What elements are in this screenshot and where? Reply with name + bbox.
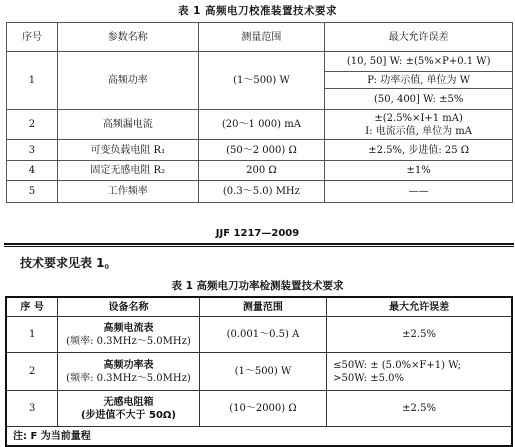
- measurement-range: (1～500) W: [198, 52, 325, 110]
- device-name-label: 无感电阻箱: [103, 396, 154, 408]
- header-cell: 设备名称: [58, 297, 199, 317]
- table-row: [6, 391, 512, 427]
- measurement-range: (1～500) W: [199, 353, 326, 391]
- max-error-line: >50W: ±5.0%: [333, 372, 405, 384]
- device-name: [58, 353, 199, 391]
- header-cell: 测量范围: [198, 23, 325, 52]
- max-error: (50, 400] W: ±5%: [325, 89, 513, 110]
- table-header-row: [6, 297, 512, 317]
- row-number: 1: [7, 52, 58, 110]
- table-row: [6, 317, 512, 353]
- row-number: 2: [7, 110, 58, 140]
- parameter-name: 高频功率: [57, 52, 198, 110]
- max-error: [327, 353, 512, 391]
- measurement-range: (50～2 000) Ω: [198, 140, 325, 161]
- max-error-line: ≤50W: ± (5.0%×F+1) W;: [333, 359, 461, 371]
- row-number: 2: [6, 353, 58, 391]
- row-number: 5: [7, 181, 58, 203]
- device-spec: (频率: 0.3MHz～5.0MHz): [66, 372, 191, 384]
- header-cell: 序号: [7, 23, 58, 52]
- table-note-row: [6, 427, 512, 447]
- device-spec: (频率: 0.3MHz～5.0MHz): [66, 335, 191, 347]
- table-row: [7, 110, 513, 140]
- device-name-label: 高频电流表: [103, 322, 154, 334]
- max-error: ±2.5%: [327, 317, 512, 353]
- row-number: 3: [7, 140, 58, 161]
- table1-title: 表 1 高频电刀校准装置技术要求: [177, 5, 338, 17]
- table-row: [7, 140, 513, 161]
- parameter-name: 工作频率: [57, 181, 198, 203]
- table-row: [7, 161, 513, 181]
- max-error: [325, 110, 513, 140]
- header-cell: 参数名称: [57, 23, 198, 52]
- row-number: 1: [6, 317, 58, 353]
- parameter-name: 固定无感电阻 R₂: [57, 161, 198, 181]
- table-row: [7, 181, 513, 203]
- calibration-requirements-table: [6, 22, 513, 203]
- header-cell: 序 号: [6, 297, 58, 317]
- max-error: ±1%: [325, 161, 513, 181]
- max-error-note: P: 功率示值, 单位为 W: [325, 72, 513, 89]
- header-cell: 最大允许误差: [327, 297, 512, 317]
- device-spec: (步进值不大于 50Ω): [80, 409, 176, 421]
- header-cell: 最大允许误差: [325, 23, 513, 52]
- device-name-label: 高频功率表: [103, 359, 154, 371]
- max-error: ±2.5%: [327, 391, 512, 427]
- table-note: 注: F 为当前量程: [6, 427, 512, 447]
- max-error: ±2.5%, 步进值: 25 Ω: [325, 140, 513, 161]
- parameter-name: 高频漏电流: [57, 110, 198, 140]
- intro-text: 技术要求见表 1。: [20, 256, 117, 270]
- max-error: (10, 50] W: ±(5%×P+0.1 W): [325, 52, 513, 72]
- header-cell: 测量范围: [199, 297, 326, 317]
- device-name: [58, 317, 199, 353]
- max-error-line: ±(2.5%×I+1 mA): [374, 112, 463, 124]
- max-error: ——: [325, 181, 513, 203]
- standard-code: JJF 1217—2009: [215, 228, 300, 239]
- header-rule-thin: [4, 246, 514, 247]
- measurement-range: (0.001～0.5) A: [199, 317, 326, 353]
- table-row: [6, 353, 512, 391]
- measurement-range: (0.3～5.0) MHz: [198, 181, 325, 203]
- measurement-range: (10～2000) Ω: [199, 391, 326, 427]
- table-row: [7, 52, 513, 72]
- row-number: 4: [7, 161, 58, 181]
- parameter-name: 可变负载电阻 R₁: [57, 140, 198, 161]
- header-rule: [4, 243, 514, 245]
- measurement-range: 200 Ω: [198, 161, 325, 181]
- max-error-note: I: 电流示值, 单位为 mA: [365, 125, 473, 137]
- power-test-requirements-table: [5, 296, 513, 447]
- table2-title: 表 1 高频电刀功率检测装置技术要求: [171, 280, 344, 292]
- device-name: [58, 391, 199, 427]
- measurement-range: (20～1 000) mA: [198, 110, 325, 140]
- row-number: 3: [6, 391, 58, 427]
- table-header-row: [7, 23, 513, 52]
